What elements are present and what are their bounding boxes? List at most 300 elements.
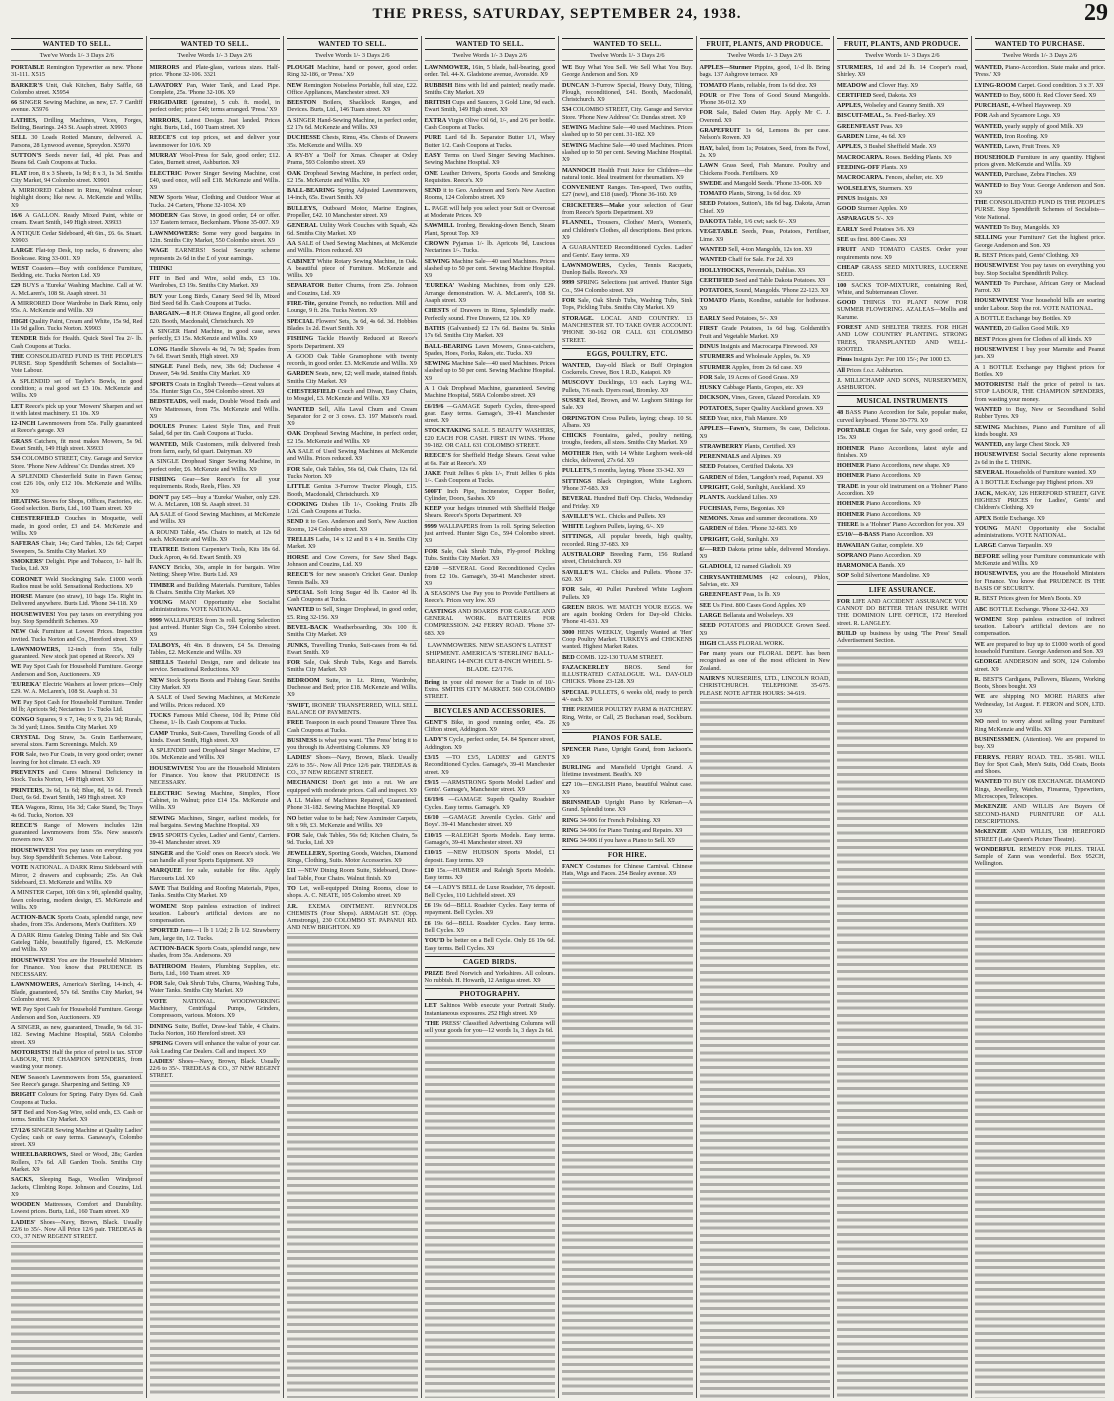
classified-ad: PORTABLE Organ for Sale, very good order, £2 15s. X9 [837, 426, 968, 444]
classified-ad: DINUS Insignis and Macrocarpa Firewood. X9 [700, 342, 831, 352]
column-6 [696, 36, 834, 1398]
classified-ad: SINGLE Panel Beds, new, 38s 6d; Duchesse 4 Drawer, 54s 9d. Smiths City Market. X9 [150, 362, 281, 380]
classified-ad: CERTIFIED Seed and Table Dakota Potatoes. X9 [700, 276, 831, 286]
classified-ad: APPLES, Wolseley and Granny Smith. X9 [837, 101, 968, 111]
classified-ad: BUSINESS is what you want. 'The Press' bring it to you through its Advertising Columns. X9 [287, 736, 418, 754]
classified-ad: WANTED TO BUY OR EXCHANGE. DIAMOND Rings, Jewellery, Watches, Firearms, Typewriters, Microscopes, Telescopes. [975, 777, 1106, 802]
classified-ad: RING 34-906 for Piano Tuning and Repairs. X9 [562, 826, 693, 836]
classified-ad: NEW Stock Sports Boots and Fishing Gear. Smiths City Market. X9 [150, 676, 281, 694]
classified-ad: THERE is a 'Hohner' Piano Accordion for you. X9 [837, 520, 968, 530]
classified-ad: JAKE Fruit Jellies 6 pkts 1/-, Fruit Jellies 6 pkts 1/-. Cash Coupons at Tucks. [425, 469, 556, 487]
classified-ad: FUCHSIAS, Ferns, Begonias. X9 [700, 504, 831, 514]
classified-ad: SITTINGS, All popular breeds, high quality, recorded. Ring 37-683. X9 [562, 532, 693, 550]
classified-ad: 534 COLOMBO STREET, City. Garage and Service Store. 'Phone New Address' Cr. Dundas street. X9 [11, 454, 143, 472]
classified-ad: EXTRA Virgin Olive Oil 6d, 1/-, and 2/6 per bottle. Cash Coupons at Tucks. [425, 116, 556, 134]
classified-ad: FANCY Bricks, 30s, ample in for bargain. Wire Netting; Sheep Wire. Burts Ltd. X9 [150, 563, 281, 581]
classified-ad: DOULES Prunes: Latest Style Tins, and Fruit Salad, 6d per tin. Cash Coupons at Tucks. [150, 422, 281, 440]
classified-ad: A 1 Oak Drophead Machine, guaranteed. Sewing Machine Hospital, 568A Colombo street. X9 [425, 384, 556, 402]
classified-ad: 9999 WALLPAPERS from 3s roll. Spring Selection just arrived. Hunter Sign Co., 594 Colombo street. X9 [150, 616, 281, 641]
rate-line: Twelve Words 1/- 3 Days 2/6 [425, 51, 556, 61]
classified-ad: EARLY Seed Potatoes 3/6. X9 [837, 225, 968, 235]
classified-ad: SINGER and the 'Gold' ones on Reece's stock. We can handle all your Sports Equipment. X9 [150, 849, 281, 867]
rate-line: Twelve Words 1/- 3 Days 2/6 [700, 51, 831, 61]
classified-ad: MECHANICS! Don't get into a rut. We are equipped with moderate prices. Call and inspect. X9 [287, 778, 418, 796]
classified-ad: A BOTTLE Exchange buy Bottles. X9 [975, 314, 1106, 324]
classified-ad: THE CONSOLIDATED FUND IS THE PEOPLE'S PURSE. Stop Spendthrift Schemes of Socialists—Vote Labour. [11, 352, 143, 377]
classified-ad: PURCHASE, 4-Wheel Haysweep. X9 [975, 101, 1106, 111]
classified-ad: SEWING Machines, Piano and Furniture of all kinds bought. X9 [975, 423, 1106, 441]
classified-ad: A SALE of Used Sewing Machines, at McKenzie and Willis. Prices reduced. X9 [150, 693, 281, 711]
classified-ad: GARDEN of Eden, 'Langdon's road, Papanui. X9 [700, 473, 831, 483]
classified-ad: A SPLENDID Chesterfield Suite in Fawn Genoa; cost £26 10s, only £12 10s. McKenzie and Willis. X9 [11, 472, 143, 497]
classified-ad: MOTHER Hen, with 14 White Leghorn week-old chicks, delivered, 27s 6d. X9 [562, 449, 693, 467]
classified-ad: CONVENIENT Ranges. Ten-speed, Two outfits, £27 (new), and £18 (used). 'Phone 36-160. X9 [562, 183, 693, 201]
classified-ad: WEST Coasters—Buy with confidence Furniture, Bedding, etc. Tucks Norton Ltd. X9 [11, 264, 143, 282]
classified-ad: 3000 HENS WEEKLY, Urgently Wanted at 'Hen' Coop Poultry Market. TURKEYS and CHICKENS wanted. Highest Market Rates. [562, 628, 693, 653]
column-heading: WANTED TO SELL. [562, 38, 693, 50]
continued-fine-print [975, 870, 1106, 1398]
classified-ad: SEND it to Geo. Anderson and Son's, New Auction Rooms, 124 Colombo street. X9 [287, 517, 418, 535]
classified-ad: 'THE PRESS' Classified Advertising Columns will sell your goods for you—12 words 1s, 3 days 2s 6d. [425, 1019, 556, 1037]
classified-ad: £10 15s.—HUMBER and Raleigh Sports Models. Easy terms. X9 [425, 866, 556, 884]
classified-ad: TENDER Bids for Health. Quick Steel Tea 2/- lb. Cash Coupons at Tucks. [11, 334, 143, 352]
classified-ad: TOMATO Plants, Strong, 1s 6d doz. X9 [700, 189, 831, 199]
classified-ad: WANTED to Buy, New or Secondhand Solid Rubber Tyres. X9 [975, 405, 1106, 423]
classified-ad: AA SALE of Used Sewing Machines, at McKenzie and Willis. Prices reduced. X9 [287, 239, 418, 257]
column-4 [421, 36, 559, 1398]
classified-ad: WANTED Chaff for Sale. For 2d. X9 [700, 255, 831, 265]
classified-ad: GREEN BROS. WE MATCH YOUR EGGS. We are again booking Orders for Day-old Chicks. 'Phone 41-631. X9 [562, 603, 693, 628]
classified-ad: £9/15 SPORTS Cycles, Ladies' and Gents', Carriers. 39-41 Manchester street. X9 [150, 831, 281, 849]
classified-ad: GEORGE ANDERSON and SON, 124 Colombo street. X9 [975, 657, 1106, 675]
classified-ad: McKENZIE AND WILLIS, 138 HEREFORD STREET (Late Queen's Picture Theatre). [975, 827, 1106, 845]
classified-ad: SPORTED Jams—1 lb 1 1/2d; 2 lb 1/2. Strawberry Jam, large tin, 1/2. Tucks. [150, 926, 281, 944]
classified-ad: TOMATO Plants, Kondine, suitable for hothouse. X9 [700, 296, 831, 314]
classified-ad: STURMER Apples, from 2s 6d case. X9 [700, 363, 831, 373]
classified-ad: WOODEN Mattresses, Comfort and Durability. Lowest prices. Burts, Ltd., 160 Tuam street. X9 [11, 1200, 143, 1218]
classified-ad: CRICKETERS—Make your selection of Gear from Reece's Sports Department. X9 [562, 201, 693, 219]
classified-ad: TIMBER and Building Materials. Furniture, Tables & Chairs. Smiths City Market. X9 [150, 581, 281, 599]
classified-ad: SOPRANO Piano Accordion. X9 [837, 551, 968, 561]
classified-ad: LADY'S Cycle, perfect order, £4. 84 Spencer street, Addington. X9 [425, 735, 556, 753]
classified-ad: FOR LIFE AND ACCIDENT ASSURANCE YOU CANNOT DO BETTER THAN INSURE WITH THE DOMINION LIFE OFFICE, 172 Hereford street. R. LANGLEY. [837, 597, 968, 629]
classified-ad: TRADE in your old instrument on a 'Hohner' Piano Accordion. X9 [837, 482, 968, 500]
classified-ad: SEND it to Geo. Anderson and Son's New Auction Rooms, 124 Colombo street. X9 [425, 186, 556, 204]
classified-ad: MIRRORS and Plate-glass, various sizes. Half-price. 'Phone 32-106. 3321 [150, 63, 281, 81]
classified-ad: BEST Prices given for Clothes of all kinds. X9 [975, 335, 1106, 345]
classified-ad: A MINSTER Carpet, 10ft 6in x 9ft, splendid quality, fawn colouring, modern design, £5. McKenzie and Willis. X9 [11, 888, 143, 913]
classified-ad: BEDSTEADS, well made, Double Wood Ends and Wire Mattresses, from 75s. McKenzie and Willis. X9 [150, 397, 281, 422]
classified-ad: NEW Season's Lawnmowers from 55s, guaranteed. See Reece's garage. Sharpening and Setting. X9 [11, 1073, 143, 1091]
column-heading: WANTED TO SELL. [11, 38, 143, 50]
classified-ad: BUILD up business by using 'The Press' Small Advertisement Section. [837, 629, 968, 647]
classified-ad: FISHING Gear—See Reece's for all your requirements. Rods, Reels, Flies. X9 [150, 475, 281, 493]
classified-ad: BRINSMEAD Upright Piano by Kirkman—A Grand. Splendid tone. X9 [562, 798, 693, 816]
classified-ad: BEVEL-BACK Weatherboarding, 30s 100 ft. Smiths City Market. X9 [287, 623, 418, 641]
classified-ad: SEWING Machine Sale—40 used Machines. Prices slashed up to 50 per cent. Sewing Machine Hospital. X9 [425, 257, 556, 282]
classified-ad: PREVENTS and Cures Mineral Deficiency in Stock. Tucks Norton, 149 High street. X9 [11, 768, 143, 786]
classified-ad: SEWING Machine Sale—40 used Machines. Prices slashed up to 50 per cent. 31-182. X9 [562, 123, 693, 141]
classified-ad: PERENNIALS and Alpines. X9 [700, 452, 831, 462]
classified-ad: FOR Sale, Baled Oaten Hay. Apply Mr C. J. Overend. X9 [700, 108, 831, 126]
column-7 [833, 36, 971, 1398]
classified-ad: APEX Bottle Exchange. X9 [975, 514, 1106, 524]
column-2 [146, 36, 284, 1398]
classified-ad: FOR Sale, Oak Tables, 56s 6d; Kitchen Chairs, 5s 9d. Tucks, Ltd. X9 [287, 831, 418, 849]
classified-ad: LAWNMOWERS: Some very good bargains in 12in. Smiths City Market, 550 Colombo street. X9 [150, 229, 281, 247]
classified-ad: BRIGHT Colours for Spring. Fairy Dyes 6d. Cash Coupons at Tucks. [11, 1090, 143, 1108]
classified-ad: CHESTERFIELD Couch and Divan, Easy Chairs, to Mosgiel, £3. McKenzie and Willis. X9 [287, 387, 418, 405]
classified-ad: FOR Sale, Oak Shrub Tubs, Churns, Washing Tubs, Water Tanks. Smiths City Market. X9 [150, 979, 281, 997]
classified-ad: A SEASON'S Use Pay you to Provide Fertilisers at Reece's. Prices very low. X9 [425, 589, 556, 607]
classified-ad: SEED POTATOES and PRODUCE Grown Seed. X9 [700, 621, 831, 639]
classified-ad: COOKING Dishes 1lb 1/-, Cooking Fruits 2lb 1/2d. Cash Coupons at Tucks. [287, 500, 418, 518]
classified-ad: FIRST Grade Potatoes, 1s 6d bag. Goldsmith's Fruit and Vegetable Market. X9 [700, 324, 831, 342]
classified-ad: GLADIOLI, 12 named Gladioli. X9 [700, 562, 831, 572]
classified-ad: FOR Sale, two Fur Coats, in very good order; owner leaving for hot climate. £3 each. X9 [11, 750, 143, 768]
classified-ad: HIGH CLASS FLORAL WORK. [700, 639, 831, 649]
classified-ad: NO better value to be had; New Axminster Carpets, 9ft x 9ft, £3. McKenzie and Willis. X9 [287, 814, 418, 832]
classified-ad: STORAGE. LOCAL AND COUNTRY. 13 MANCHESTER ST. TO TAKE OVER ACCOUNT. 'PHONE 30-162 OR CALL 631 COLOMBO STREET. [562, 314, 693, 346]
classified-ad: PRIZE Bred Norwich and Yorkshires. All colours. No rubbish. H. Howarth, 12 Antigua street. X9 [425, 969, 556, 987]
classified-ad: NO need to worry about selling your Furniture! Ring McKenzie and Willis. X9 [975, 717, 1106, 735]
classified-ad: FOR Sale, 40 Pullet Purebred White Leghorn Pullets. X9 [562, 585, 693, 603]
classified-ad: LONG Handle Shovels 4s 9d, 7s 9d; Spades from 7s 6d. Ewart Smith, High street. X9 [150, 345, 281, 363]
classified-ad: GREENFEAST Peas. X9 [837, 122, 968, 132]
classified-ad: MACROCARPA. Roses. Bedding Plants. X9 [837, 153, 968, 163]
classified-ad: 100 SACKS TOP-MIXTURE, containing Red, White, and Subterranean Clover. [837, 281, 968, 299]
classified-ad: BED COMB. 122-130 TUAM STREET. [562, 653, 693, 663]
classified-ad: Bring in your old mower for a Trade in of 10/- Extra. SMITHS CITY MARKET. 560 COLOMBO STREET. [425, 678, 556, 703]
classified-ad: NEW Sports Wear, Clothing and Outdoor Wear at Tucks. 24 Carters, 'Phone 32-1034. X9 [150, 193, 281, 211]
classified-ad: WANTED, any large Chest Stock. X9 [975, 440, 1106, 450]
classified-ad: GOOD Sturmer Apples. X9 [837, 204, 968, 214]
section-heading: MUSICAL INSTRUMENTS [837, 395, 968, 407]
classified-ad: J. MILLICHAMP AND SONS, NURSERYMEN, ASHBURTON. [837, 376, 968, 394]
classified-ad: HIGH Quality Paint, Cream and White, 15s 9d, Red 11s 9d gallon. Tucks Norton. X9903 [11, 317, 143, 335]
classified-ad: LYING-ROOM Carpet. Good condition. 3 x 3'. X9 [975, 81, 1106, 91]
classified-ad: VOTE NATIONAL. WOODWORKING Machinery, Centrifugal Pumps, Grinders, Compressors, various. Motors. X9 [150, 997, 281, 1022]
classified-ad: HOUSEWIVES! Your household bills are soaring under Labour. Stop the rot. VOTE NATIONAL. [975, 296, 1106, 314]
classified-ad: L. PAGE will help you select your Suit or Overcoat at Moderate Prices. X9 [425, 204, 556, 222]
classified-ad: HOLLYHOCKS, Perennials, Dahlias. X9 [700, 266, 831, 276]
classified-ad: LARGE Canvas Tarpaulin. X9 [975, 541, 1106, 551]
classified-ad: £11 —NEW Dining Room Suite, Sideboard, Draw-leaf Table, Four Chairs. Walnut finish. X9 [287, 866, 418, 884]
classified-ad: WE Pay Spot Cash for Household Furniture. Tender 8d lb; Apricots 9d; Nectarines 1/-. Tucks Ltd. [11, 698, 143, 716]
classified-ad: HORSE Manure (no straw), 10 bags 15s. Right in. Delivered anywhere. Burts Ltd. 'Phone 34-118. X9 [11, 592, 143, 610]
rate-line: Twelve Words 1/- 3 Days 2/6 [562, 51, 693, 61]
classified-ad: UPRIGHT, Gold, Sunlight. X9 [700, 535, 831, 545]
classified-ad: LAWNMOWERS, Cycles, Tennis Racquets, Dunlop Balls. Reece's. X9 [562, 261, 693, 279]
classified-ad: FANCY Costumes for Chinese Carnival. Chinese Hats, Wigs and Faces. 254 Bealey avenue. X9 [562, 862, 693, 880]
classified-ad: £7/12/6 SINGER Sewing Machine at Quality Ladies' Cycles; cash or easy terms. Ganaway's, Colombo street. X9 [11, 1126, 143, 1151]
classified-ad: LET Reece's pick up your 'Mowers' Sharpen and set it with latest machinery. £1 10s. X9 [11, 402, 143, 420]
classified-ad: GENERAL Utility Work Couches with Squab, 42s 6d. Smiths City Market. X9 [287, 221, 418, 239]
classified-ad: ONE Leather Drivers, Sports Goods and Smoking Requisites. Reece's. X9 [425, 169, 556, 187]
classified-ad: LARGE Flat-top Desk, top racks, 6 drawers; also Bookcase. Ring 33-001. X9 [11, 246, 143, 264]
classified-ad: WOMEN! Stop painless extraction of indirect taxation. Labour's artificial devices are no compensation. [975, 615, 1106, 640]
classified-ad: BALL-BEARING Spring Adjusted Lawnmowers, 14-inch, 65s. Ewart Smith. X9 [287, 186, 418, 204]
classified-ad: FIT in Bed and Wire, solid ends, £3 10s. Wardrobes, £3 19s. Smiths City Market. X9 [150, 274, 281, 292]
classified-ad: SHELLS Tasteful Design, rare and delicate tea service. Sensational Reductions. X9 [150, 658, 281, 676]
classified-ad: SEE Us First. 800 Cases Good Apples. X9 [700, 601, 831, 611]
classified-ad: SEPARATOR Butter Churns, from 25s. Johnson and Couzins, Ltd. X9 [287, 281, 418, 299]
classified-ad: £9/15 —ARMSTRONG Sports Model Ladies' and Gents'. Gamage's, Manchester street. X9 [425, 778, 556, 796]
classified-ad: BALL-BEARING Lawn Mowers, Grass-catchers, Spades, Hoes, Forks, Rakes, etc. Tucks. X9 [425, 342, 556, 360]
section-heading: EGGS, POULTRY, ETC. [562, 348, 693, 360]
classified-ad: 16/6 A GALLON. Ready Mixed Paint, white or cream. Ewart Smith, 149 High street. X9933 [11, 211, 143, 229]
classified-ad: 'SWIFT, IRONER' TRANSFERRED, WILL SELL BALANCE OF PAYMENTS. [287, 701, 418, 719]
continued-fine-print [150, 1082, 281, 1398]
classified-ad: A RY-BY a 'Doll' for Xmas. Cheaper at Oxley Prams, 593 Colombo street. X9 [287, 151, 418, 169]
classified-ad: MOTORISTS! Half the price of petrol is tax. STOP LABOUR, THE CHAMPION SPENDERS, from wasting your money. [975, 380, 1106, 405]
classified-ad: BEVERAL Hundred Buff Orp. Chicks, Wednesday and Friday. X9 [562, 494, 693, 512]
classified-ad: 9999 WALLPAPERS from 1s roll. Spring Selection just arrived. Hunter Sign Co., 594 Colombo street. X9 [425, 522, 556, 547]
classified-ad: £6/19/6 —GAMAGE Superb Quality Roadster Cycles. Easy terms. Gamage's. X9 [425, 795, 556, 813]
column-heading: WANTED TO SELL. [287, 38, 418, 50]
classified-ad: SEVERAL Households of Furniture wanted. X9 [975, 468, 1106, 478]
classified-ad: CERTIFIED Seed, Dakota. X9 [837, 91, 968, 101]
classified-ad: FLAT iron, 8 x 3 Sheets, 1s 9d; 8 x 3, 1s 3d. Smiths City Market, 94 Colombo street. X9901 [11, 169, 143, 187]
classified-ad: A MIRRORED Door Wardrobe in Dark Rimu, only 95s. A. McKenzie and Willis. X9 [11, 299, 143, 317]
classified-ad: SAWMILL Ironbrg, Breaking-down Bench, Steam Plant, Sprout Top. X9 [425, 221, 556, 239]
rate-line: Twelve Words 1/- 3 Days 2/6 [287, 51, 418, 61]
section-heading: FOR HIRE. [562, 849, 693, 861]
section-heading: PIANOS FOR SALE. [562, 732, 693, 744]
classified-ad: WANTED To Buy, Mangolds. X9 [975, 223, 1106, 233]
classified-ad: A LL Makes of Machines Repaired, Guaranteed. Phone 31-182. Sewing Machine Hospital. X9 [287, 796, 418, 814]
classified-ad: BEFORE selling your Furniture communicate with McKenzie and Willis. X9 [975, 552, 1106, 570]
classified-ad: £6 19s 6d—BELL Roadster Cycles. Easy terms. Bell Cycles. X9 [425, 919, 556, 937]
continued-fine-print [562, 879, 693, 1398]
classified-ad: POTATOES, Super Quality Auckland grown. X9 [700, 404, 831, 414]
column-heading: WANTED TO PURCHASE. [975, 38, 1106, 50]
classified-ad: NEMONS. Xmas and summer decorations. X9 [700, 514, 831, 524]
classified-ad: STRAWBERRY Plants, Certified. X9 [700, 442, 831, 452]
classified-ad: A SINGER Hand Machine, in good case, sews perfectly, £3 15s. McKenzie and Willis. X9 [150, 327, 281, 345]
classified-ad: 534 COLOMBO STREET, City. Garage and Service Store. 'Phone New Address' Cr. Dundas street. X9 [562, 105, 693, 123]
classified-ad: PURE Lard 6d lb. Separator Butter 1/1, Whey Butter 1/2. Cash Coupons at Tucks. [425, 133, 556, 151]
classified-ad: £10/15 —RALEIGH Sports Models. Easy terms. Gamage's, 39-41 Manchester street. X9 [425, 831, 556, 849]
classified-ad: GARDEN Lime, 4s 6d. X9 [837, 132, 968, 142]
classified-ad: A SPLENDID set of Taylor's Bowls, in good condition; a real good set £3 10s. McKenzie and Willis. X9 [11, 377, 143, 402]
column-8 [971, 36, 1109, 1398]
classified-ad: DINING Suite, Buffet, Draw-leaf Table, 4 Chairs. Tucks Norton, 160 Hereford street. X9 [150, 1022, 281, 1040]
classified-ad: HAWAIIAN Guitar, complete. X9 [837, 541, 968, 551]
classified-ad: APPLES—Sturmer Pippins, good, 1/-d lb. Bring bags. 137 Ashgrove terrace. X9 [700, 63, 831, 81]
classified-ad: HOUSEWIVES! You pay taxes on everything you buy. Stop Spendthrift Schemes. X9 [11, 610, 143, 628]
classified-ad: HOHNER Piano Accordions, new shape. X9 [837, 461, 968, 471]
classified-ad: MANNOCH Health Fruit Juice for Children—the natural tonic. Ideal treatment for rheumatism. X9 [562, 166, 693, 184]
classified-ad: JACK, McKAY, 126 HEREFORD STREET, GIVE HIGHEST PRICES for Ladies', Gents' and Children's Clothing. X9 [975, 489, 1106, 514]
classified-ad: LAWN Grass Seed, Fish Manure. Poultry and Chickens Foods. Fertilisers. X9 [700, 161, 831, 179]
classified-ad: REECE'S for new season's Cricket Gear. Dunlop Tennis Balls. X9 [287, 570, 418, 588]
classified-ad: REECE'S Range of Mowers includes 12in guaranteed lawnmowers from 55s. New season's mowers now. X9 [11, 821, 143, 846]
classified-ad: ACTION-BACK Sports Coats, splendid range, new shades, from 35s. Andersons, Men's Outfitters. X9 [11, 913, 143, 931]
classified-ad: FIRE-Tite, genuine French, no reduction. Mill and Lounge, 9 ft. 26s. Tucks Norton. X9 [287, 299, 418, 317]
classified-ad: CHICKS Fountains, galvd., poultry netting, troughs, feeders, all sizes. Smiths City Market. X9 [562, 431, 693, 449]
classified-ad: WANTED to Buy Your. George Anderson and Son. X9 [975, 181, 1106, 199]
section-heading: CAGED BIRDS. [425, 956, 556, 968]
classified-ad: MODERN Gas Stove, in good order, £4 or offer. 137 Eastern terrace, Beckenham. 'Phone 35-007. X9 [150, 211, 281, 229]
classified-ad: Pinus Insignis 2yr: Per 100 15/-; Per 1000 £3. [837, 355, 968, 365]
classified-ad: SELL 30 Loads Rotted Manure, delivered. A. Parsons, 28 Lynwood avenue, Spreydon. X5970 [11, 133, 143, 151]
column-3 [283, 36, 421, 1398]
classified-ad: WOLSELEYS, Sturmers. X9 [837, 184, 968, 194]
classified-ad: PRINTERS, 3s 6d, 1s 6d; Blue, 8d, 1s 6d. French Duct, 6s 6d. Ewart Smith, 149 High street. X9 [11, 786, 143, 804]
classified-ad: BULLEYS, Outboard Motor, Marine Engines, Propeller, £42. 10 Manchester street. X9 [287, 204, 418, 222]
classified-ad: SAVILLE'S W.L. Chicks and Pullets. X9 [562, 512, 693, 522]
continued-fine-print [837, 647, 968, 1398]
section-heading: BICYCLES AND ACCESSORIES. [425, 705, 556, 717]
classified-ad: BUY your Long Birds, Canary Seed 9d lb, Mixed Bird Seed 6d lb. Cash Coupons at Tucks. [150, 292, 281, 310]
classified-ad: TRELLIS Laths, 14 x 12 and 8 x 4 in. Smiths City Market. X9 [287, 535, 418, 553]
classified-ad: HOHNER Piano Accordions. X9 [837, 499, 968, 509]
classified-ad: CROWN Pyjamas 1/- lb. Apricots 9d, Luscious Nectarines 1/-. Tucks. [425, 239, 556, 257]
classified-ad: SEED Year, nice, Fish Manure. X9 [700, 414, 831, 424]
classified-ad: MACROCARPA. Fences, shelter, etc. X9 [837, 173, 968, 183]
classified-ad: BISCUIT-MEAL, 5s. Feed-Barley. X9 [837, 111, 968, 121]
classified-ad: SPECIAL PULLETS, 6 weeks old, ready to perch 4/- each. X9 [562, 688, 693, 706]
classified-ad: HOHNER Piano Accordions, latest style and finishes. X9 [837, 444, 968, 462]
classified-ad: DUCHESSE Chests, Rimu, 45s. Chests of Drawers 35s. McKenzie and Willis. X9 [287, 133, 418, 151]
classified-ad: NEW Oak Furniture at Lowest Prices. Inspection invited. Tucks Norton and Co., Hereford street. X9 [11, 627, 143, 645]
classified-ad: SMOKERS' Delight. Pipe and Tobacco, 1/- half lb. Tucks, Ltd. X9 [11, 557, 143, 575]
classified-ad: £4 —LADY'S BELL de Luxe Roadster, 7/6 deposit. Bell Cycles, 110 Lichfield street. X9 [425, 883, 556, 901]
classified-ad: A 1 BOTTLE Exchange pay Highest prices. X9 [975, 478, 1106, 488]
classified-ad: JEWELLERY, Sporting Goods, Watches, Diamond Rings, Clothing, Suits. Motor Accessories. X9 [287, 849, 418, 867]
column-heading: FRUIT, PLANTS, AND PRODUCE. [700, 38, 831, 50]
classified-ad: EARLY Seed Potatoes, 5/-. X9 [700, 314, 831, 324]
classified-ad: For many years our FLORAL DEPT. has been recognised as one of the most efficient in New Zealand. [700, 649, 831, 674]
classified-ad: THINK! [150, 264, 281, 274]
classified-ad: SITTINGS Black Orpington, White Leghorn. 'Phone 37-683. X9 [562, 477, 693, 495]
classified-ad: POTATOES, Sound, Mangolds. 'Phone 22-123. X9 [700, 286, 831, 296]
classified-ad: WANTED To Purchase, African Grey or Maclead Parrot. X9 [975, 279, 1106, 297]
masthead [0, 0, 1114, 34]
classified-ad: REECE'S cut top prices, set and deliver your lawnmower for 10/6. X9 [150, 133, 281, 151]
classified-ad: 500FT Inch Pipe, Incinerator, Copper Boiler, Cylinder, Doors, Sashes. X9 [425, 487, 556, 505]
section-heading: PHOTOGRAPHY. [425, 988, 556, 1000]
classified-ad: LAWNMOWERS, 12-inch from 55s, fully guaranteed. New stock just opened at Reece's. X9 [11, 645, 143, 663]
classified-ad: LADIES' Shoes—Navy, Brown, Black. Usually 22/6 to 35/-. Now All Price 12/6 pair. TREDEAS & CO., 37 NEW REGENT STREET. [11, 1218, 143, 1243]
classified-ad: SAVILLE'S W.L. Chicks and Pullets. 'Phone 37-620. X9 [562, 568, 693, 586]
classified-ad: YOUNG MAN! Opportunity else Socialist administrations. VOTE NATIONAL. [150, 598, 281, 616]
column-1 [8, 36, 146, 1398]
classified-ad: KEEP your hedges trimmed with Sheffield Hedge Shears. Reece's Sports Department. X9 [425, 504, 556, 522]
classified-ad: UPRIGHT, Gold, Sunlight, Auckland. X9 [700, 483, 831, 493]
classified-ad: AA SALE of Used Sewing Machines at McKenzie and Willis. Prices reduced. X9 [287, 447, 418, 465]
classified-ad: DAKOTA Table, 1/6 cwt; sack 6/-. X9 [700, 217, 831, 227]
classified-ad: SWEDE and Mangold Seeds. 'Phone 33-006. X9 [700, 179, 831, 189]
classified-ad: FERRYS. FERRY ROAD. TEL. 35-981. WILL Buy for Spot Cash, Men's Suits, Odd Coats, Boots and Shoes. [975, 753, 1106, 778]
classified-ad: TUCKS Famous Mild Cheese, 10d lb; Prime Old Cheese, 1/- lb. Cash Coupons at Tucks. [150, 711, 281, 729]
classified-ad: WE are shipping NO MORE HARES after Wednesday, 1st August. F. FERON and SON, LTD. X9 [975, 692, 1106, 717]
classified-ad: WHITE Leghorn Pullets, laying, 6/-. X9 [562, 522, 693, 532]
classified-ad: PINUS Insignis. X9 [837, 194, 968, 204]
classified-ad: APPLES—Fawn's, Sturmers, 9s case, Delicious. X9 [700, 424, 831, 442]
classified-ad: CRYSTAL Dog Straw, 3s. Grain Earthenware, several sizes. Farm Screenings. Mulch. X9 [11, 733, 143, 751]
classified-ad: HOUSEWIVES! You are the Household Ministers for Finance. You know that PRUDENCE IS NECESSARY. [150, 764, 281, 789]
classified-ad: LADIES' Shoes—Navy, Brown, Black. Usually 22/6 to 35/-. Now All Price 12/6 pair. TREDEAS & CO., 37 NEW REGENT STREET. [287, 753, 418, 778]
classified-ad: A SINGER, as new, guaranteed, Treadle, 9s 6d. 31-182. Sewing Machine Hospital, 568A Colombo street. X9 [11, 1023, 143, 1048]
classified-ad: FISHING Tackle Heavily Reduced at Reece's Sports Department. X9 [287, 334, 418, 352]
classified-ad: LADIES' Shoes—Navy, Brown, Black. Usually 22/6 to 35/-. TREDEAS & CO., 37 NEW REGENT STREET. [150, 1057, 281, 1082]
classified-ad: WE Pay Spot Cash for Household Furniture. George Anderson and Son, Auctioneers. X9 [11, 1005, 143, 1023]
classified-ad: BRITISH Cups and Saucers, 3 Gold Line, 9d each. Ewart Smith, 149 High street. X9 [425, 98, 556, 116]
classified-ad: TEATREE Bottom Carpenter's Tools, Kits 18s 6d. Duck Apron, 4s 6d. Ewart Smith. X9 [150, 545, 281, 563]
classified-ad: 12-INCH Lawnmowers from 55s. Fully guaranteed at Reece's garage. X9 [11, 419, 143, 437]
classified-ad: YOU'D be better on a Bell Cycle. Only £6 19s 6d. Easy terms. Bell Cycles. X9 [425, 936, 556, 954]
classified-ad: GARDEN of Eden. 'Phone 32-683. X9 [700, 524, 831, 534]
classified-ad: WANTED to Buy, 6000 ft. Red Clover Seed. X9 [975, 91, 1106, 101]
classified-ad: MIRRORS, Latest Design. Just landed. Prices right. Burts, Ltd., 160 Tuam street. X9 [150, 116, 281, 134]
column-heading: WANTED TO SELL. [425, 38, 556, 50]
classified-ad: A SINGER Hand-Sewing Machine, in perfect order, £2 17s 6d. McKenzie and Willis. X9 [287, 116, 418, 134]
classified-ad: A DARK Rimu Gateleg Dining Table and Six Oak Gateleg Table, beautifully figured, £5. McKenzie and Willis. X9 [11, 931, 143, 956]
classified-ad: AUSTRALORP Breeding Farm, 156 Rutland street, Christchurch. X9 [562, 550, 693, 568]
newspaper-title: THE PRESS, SATURDAY, SEPTEMBER 24, 1938. [372, 6, 742, 22]
classified-ad: PORTABLE Remington Typewriter as new. 'Phone 31-111. X515 [11, 63, 143, 81]
classified-ad: WANTED, Purchase, Zebra Finches. X9 [975, 170, 1106, 180]
classified-ad: HARMONICA Bands. X9 [837, 561, 968, 571]
classified-ad: RING 34-906 if you have a Piano to Sell. X9 [562, 836, 693, 846]
classified-ad: WANTED, Lawn, Fruit Trees. X9 [975, 142, 1106, 152]
classified-ad: SEWING Machine Sale—40 used Machines. Prices slashed up to 50 per cent. Sewing Machine Hospital. X9 [562, 141, 693, 166]
classified-ad: ORPINGTON Cross Pullets, laying; cheap. 10 St. Albans. X9 [562, 414, 693, 432]
classified-ad: McKENZIE AND WILLIS Are Buyers Of SECOND-HAND FURNITURE OF ALL DESCRIPTIONS. [975, 802, 1106, 827]
continued-fine-print [287, 934, 418, 1398]
classified-ad: PLOUGH Machine, hand or power, good order. Ring 32-186, or 'Press.' X9 [287, 63, 418, 81]
classified-ad: HOUSEWIVES! You are the Household Ministers for Finance. You know that PRUDENCE IS NECESSARY. [11, 956, 143, 981]
classified-ad: 48 BASS Piano Accordion for Sale, popular make, curved keyboard. 'Phone 30-779. X9 [837, 408, 968, 426]
classified-ad: VOTE NATIONAL. A DARK Rimu Sideboard with Mirror, 2 drawers and cupboards; 25s. An Oak Sideboard, £3. McKenzie and Willis. X9 [11, 863, 143, 888]
classified-ad: CHESTS of Drawers in Rimu, Splendidly made. Perfectly sound. Five Drawers, £2 10s. X9 [425, 306, 556, 324]
classified-ad: 9999 SPRING Selections just arrived. Hunter Sign Co., 594 Colombo street. X9 [562, 278, 693, 296]
classified-ad: £6/10 —GAMAGE Juvenile Cycles. Girls' and Boys'. 39-41 Manchester street. X9 [425, 813, 556, 831]
classified-ad: BARKER'S Unit, Oak Kitchen, Baby Saffle, 68 Colombo street. X5954 [11, 81, 143, 99]
classified-ad: TALBOYS, 4ft 4in. 8 drawers, £4 5s. Dressing Tables, £2. McKenzie and Willis. X9 [150, 641, 281, 659]
classified-ad: LET Saltinos Webb execute your Portrait Study. Instantaneous exposures. 252 High street. X9 [425, 1001, 556, 1019]
classified-ad: WANTED Sell, Alfa Laval Churn and Cream Separator for 2 or 3 cows. £3. 197 Matson's road. X9 [287, 405, 418, 430]
classified-ad: APPLES, 3 Bushel Sheffield Made. X9 [837, 142, 968, 152]
classified-ad: TO Let, well-equipped Dining Rooms, close to shops. A. C. NEATE, 105 Colombo street. X9 [287, 884, 418, 902]
classified-ad: WANTED to Sell, Singer Drophead, in good order, £5. Ring 32-156. X9 [287, 605, 418, 623]
classified-ad: £6/19/6 —GAMAGE Superb Cycles, three-speed gear. Easy terms. Gamage's, 39-41 Manchester street. X9 [425, 402, 556, 427]
classified-ad: 'EUREKA' Electric Washers at lower prices—Only £29. W. A. McLaren's, 108 St. Asaph st. 31 [11, 680, 143, 698]
classified-ad: WHEELBARROWS, Steel or Wood, 28s; Garden Rollers, 17s 6d. All Garden Tools. Smiths City Market. X9 [11, 1150, 143, 1175]
classified-ad: STURMERS and Wholesale Apples, 9s. X9 [700, 352, 831, 362]
classified-ad: WE Buy What You Sell. We Sell What You Buy. George Anderson and Son. X9 [562, 63, 693, 81]
classified-ad: OAK Drophead Sewing Machine, in perfect order, £2 15s. McKenzie and Willis. X9 [287, 429, 418, 447]
classified-ad: R. BEST Prices given for Men's Boots. X9 [975, 594, 1106, 604]
classified-ad: LAWNMOWERS, America's Sterling, 14-inch, 4-Blade, guaranteed, 57s 6d. Smiths City Market, 94 Colombo street. X9 [11, 980, 143, 1005]
rate-line: Twelve Words 1/- 3 Days 2/6 [975, 51, 1106, 61]
classified-ad: A SINGLE Drophead Singer Sewing Machine, in perfect order, £6. McKenzie and Willis. X9 [150, 457, 281, 475]
classified-ad: STURMERS, 1d and 2d lb. 14 Cooper's road, Shirley. X9 [837, 63, 968, 81]
classified-ad: HUSKY Cabbage Plants, Gropes, etc. X9 [700, 383, 831, 393]
classified-columns [8, 36, 1108, 1398]
continued-fine-print [700, 699, 831, 1398]
classified-ad: WONDERFUL REMEDY FOR PILES. TRIAL Sample of Zann was wonderful. Box 952CH, Wellington. [975, 845, 1106, 870]
classified-ad: HOUSEWIVES! You pay taxes on everything you buy. Stop Spendthrift Schemes. Vote Labour. [11, 846, 143, 864]
classified-ad: SEWING Machine Sale—40 used Machines. Prices slashed up to 50 per cent. Sewing Machine Hospital. X9 [425, 359, 556, 384]
classified-ad: SPENCER Piano, Upright Grand, from Jackson's. X9 [562, 745, 693, 763]
classified-ad: VEGETABLE Seeds, Peas, Potatoes, Fertiliser, Lime. X9 [700, 227, 831, 245]
classified-ad: WANTED, Iron Roofing. X9 [975, 132, 1106, 142]
classified-ad: CORONET Weld Stockinging Sale. £1000 worth Radios must be sold. Sensational Reductions. X9 [11, 575, 143, 593]
classified-ad: SEWING Machines, Singer, earliest models, for real bargains. Sewing Machine Hospital. X9 [150, 814, 281, 832]
